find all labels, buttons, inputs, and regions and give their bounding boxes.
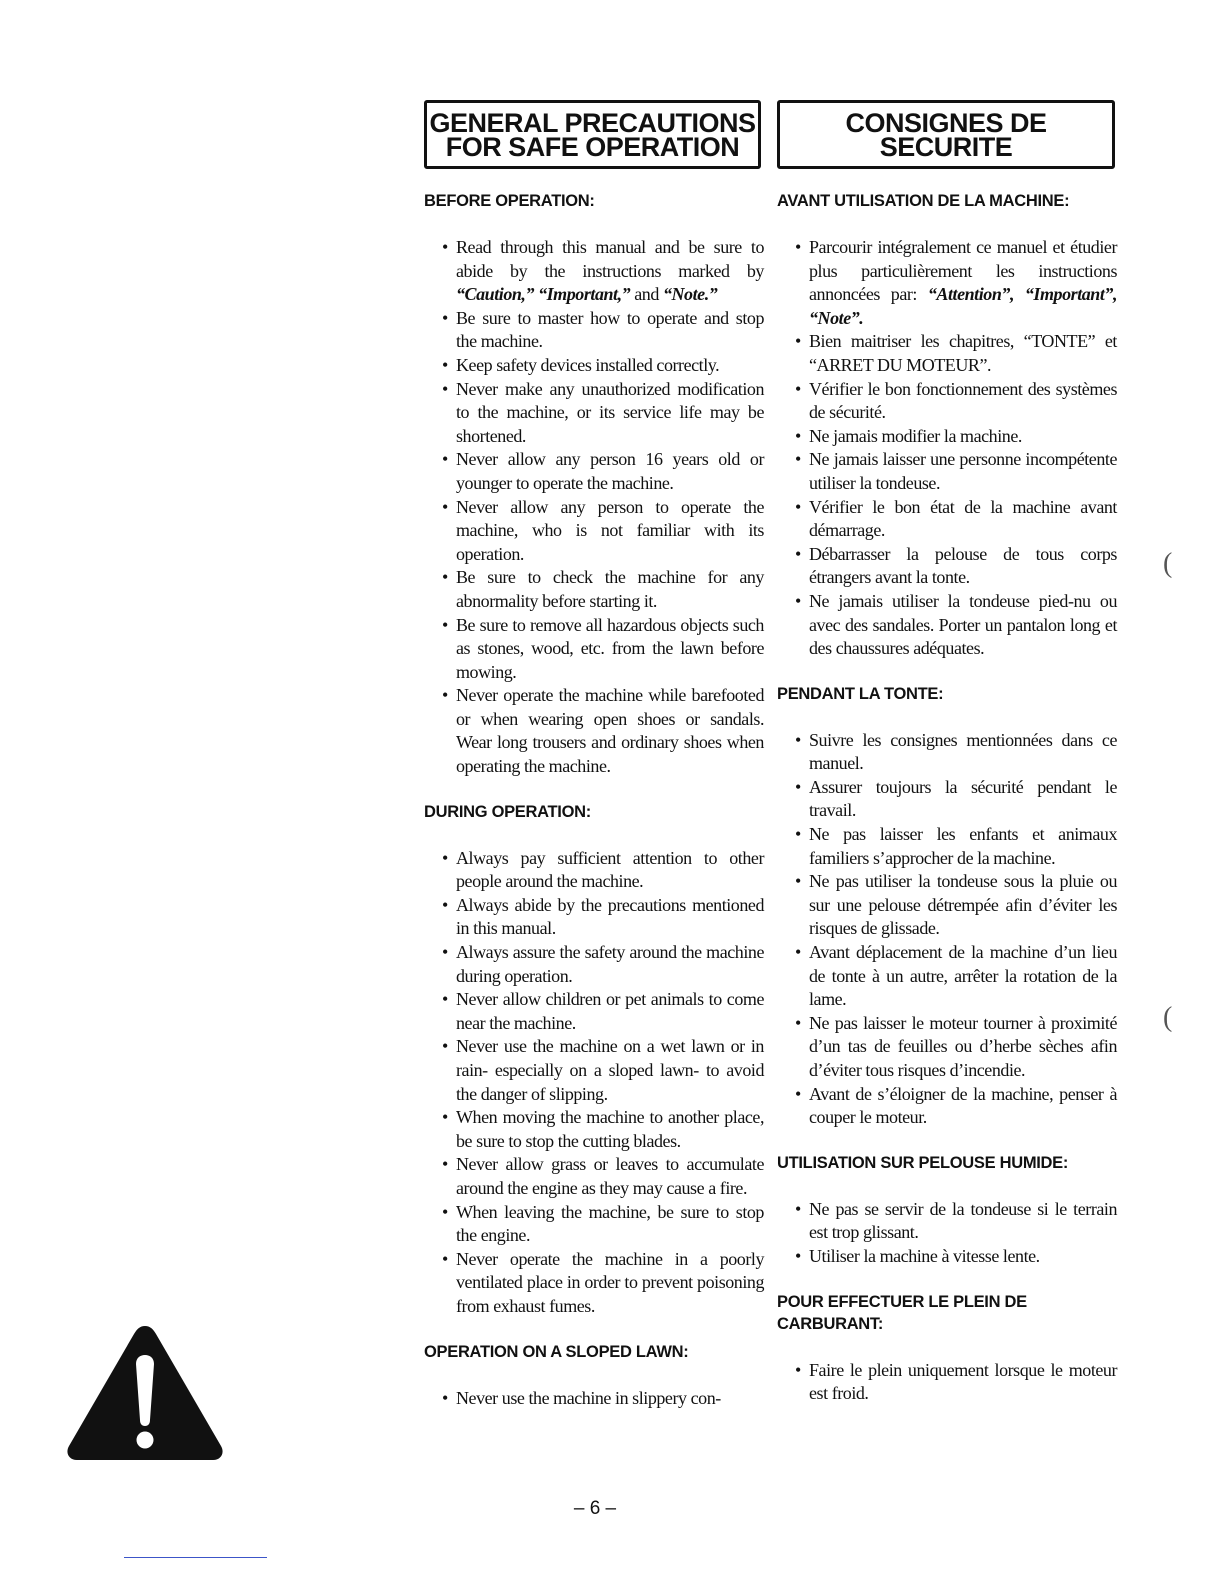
- list-item: • Vérifier le bon fonctionnement des systèmes de sécurité.: [777, 378, 1117, 425]
- list-item: • Assurer toujours la sécurité pendant le travail.: [777, 776, 1117, 823]
- list-item: • Avant de s’éloigner de la machine, penser à couper le moteur.: [777, 1083, 1117, 1130]
- list-item: • Ne jamais utiliser la tondeuse pied-nu ou avec des sandales. Porter un pantalon long et des chaussures adéquates.: [777, 590, 1117, 661]
- list-item: • Always assure the safety around the machine during operation.: [424, 941, 764, 988]
- list-item: • Ne pas utiliser la tondeuse sous la pluie ou sur une pelouse détrempée afin d’éviter les risques de glissade.: [777, 870, 1117, 941]
- list-item: • Keep safety devices installed correctly.: [424, 354, 764, 378]
- list-item: • Parcourir intégralement ce manuel et étudier plus particulièrement les instructions annoncées par: “Attention”, “Important”, “Note”.: [777, 236, 1117, 330]
- warning-triangle-icon: [64, 1320, 226, 1464]
- list-item: • Bien maitriser les chapitres, “TONTE” et “ARRET DU MOTEUR”.: [777, 330, 1117, 377]
- list-item: • Always pay sufficient attention to other people around the machine.: [424, 847, 764, 894]
- heading-pendant-la-tonte: PENDANT LA TONTE:: [777, 684, 944, 703]
- list-item: • Ne pas laisser le moteur tourner à proximité d’un tas de feuilles ou d’herbe sèches afin d’éviter tous risques d’incendie.: [777, 1012, 1117, 1083]
- list-item: • Never use the machine on a wet lawn or in rain- especially on a sloped lawn- to avoid the danger of slipping.: [424, 1035, 764, 1106]
- list-item: • Débarrasser la pelouse de tous corps étrangers avant la tonte.: [777, 543, 1117, 590]
- list-item: • When moving the machine to another place, be sure to stop the cutting blades.: [424, 1106, 764, 1153]
- list-item: • Read through this manual and be sure to abide by the instructions marked by “Caution,” “Important,” and “Note.”: [424, 236, 764, 307]
- list-item: • Ne pas se servir de la tondeuse si le terrain est trop glissant.: [777, 1198, 1117, 1245]
- list-item: • Suivre les consignes mentionnées dans ce manuel.: [777, 729, 1117, 776]
- list-item: • Utiliser la machine à vitesse lente.: [777, 1245, 1117, 1269]
- heading-avant-utilisation: AVANT UTILISATION DE LA MACHINE:: [777, 192, 1070, 210]
- heading-plein-carburant: POUR EFFECTUER LE PLEIN DE CARBURANT:: [777, 1292, 1027, 1333]
- title-general-precautions: [424, 100, 761, 169]
- heading-sloped-lawn: OPERATION ON A SLOPED LAWN:: [424, 1342, 689, 1361]
- list-item: • Always abide by the precautions mentioned in this manual.: [424, 894, 764, 941]
- list-item: • Never make any unauthorized modification to the machine, or its service life may be shortened.: [424, 378, 764, 449]
- list-item: • Be sure to check the machine for any abnormality before starting it.: [424, 566, 764, 613]
- list-item: • Never allow any person 16 years old or younger to operate the machine.: [424, 448, 764, 495]
- title-consignes-securite: [777, 100, 1115, 169]
- list-item: • Never use the machine in slippery con-: [424, 1387, 764, 1411]
- list-item: • Never operate the machine in a poorly ventilated place in order to prevent poisoning from exhaust fumes.: [424, 1248, 764, 1319]
- list-pelouse-humide: [777, 1198, 1117, 1269]
- list-during-operation: [424, 847, 764, 1319]
- page-number: – 6 –: [573, 1498, 617, 1519]
- list-item: • Never allow children or pet animals to come near the machine.: [424, 988, 764, 1035]
- list-item: • Be sure to master how to operate and stop the machine.: [424, 307, 764, 354]
- list-item: • Ne jamais modifier la machine.: [777, 425, 1117, 449]
- margin-mark: (: [1163, 548, 1173, 579]
- title-en-line-1: GENERAL PRECAUTIONS: [429, 107, 756, 138]
- list-before-operation: [424, 236, 764, 779]
- list-item: • Never allow any person to operate the machine, who is not familiar with its operation.: [424, 496, 764, 567]
- list-item: • When leaving the machine, be sure to stop the engine.: [424, 1201, 764, 1248]
- title-en-line-2: FOR SAFE OPERATION: [445, 131, 740, 162]
- margin-mark: (: [1163, 1002, 1173, 1033]
- title-fr-text: CONSIGNES DE SECURITE: [845, 107, 1047, 162]
- list-pendant-la-tonte: [777, 729, 1117, 1130]
- list-item: • Be sure to remove all hazardous objects such as stones, wood, etc. from the lawn before mowing.: [424, 614, 764, 685]
- list-item: • Ne jamais laisser une personne incompétente utiliser la tondeuse.: [777, 448, 1117, 495]
- heading-before-operation: BEFORE OPERATION:: [424, 192, 595, 210]
- list-item: • Vérifier le bon état de la machine avant démarrage.: [777, 496, 1117, 543]
- footer-link-underline: [124, 1557, 267, 1558]
- french-column: [777, 190, 1117, 1428]
- heading-pelouse-humide: UTILISATION SUR PELOUSE HUMIDE:: [777, 1153, 1069, 1172]
- list-item: • Never operate the machine while barefooted or when wearing open shoes or sandals. Wear long trousers and ordinary shoes when operating the machine.: [424, 684, 764, 778]
- english-column: [424, 190, 764, 1432]
- list-item: • Faire le plein uniquement lorsque le moteur est froid.: [777, 1359, 1117, 1406]
- list-avant-utilisation: [777, 236, 1117, 661]
- list-item: • Never allow grass or leaves to accumulate around the engine as they may cause a fire.: [424, 1153, 764, 1200]
- list-sloped-lawn: [424, 1387, 764, 1411]
- list-item: • Ne pas laisser les enfants et animaux familiers s’approcher de la machine.: [777, 823, 1117, 870]
- list-item: • Avant déplacement de la machine d’un lieu de tonte à un autre, arrêter la rotation de la lame.: [777, 941, 1117, 1012]
- list-plein-carburant: [777, 1359, 1117, 1406]
- heading-during-operation: DURING OPERATION:: [424, 802, 591, 821]
